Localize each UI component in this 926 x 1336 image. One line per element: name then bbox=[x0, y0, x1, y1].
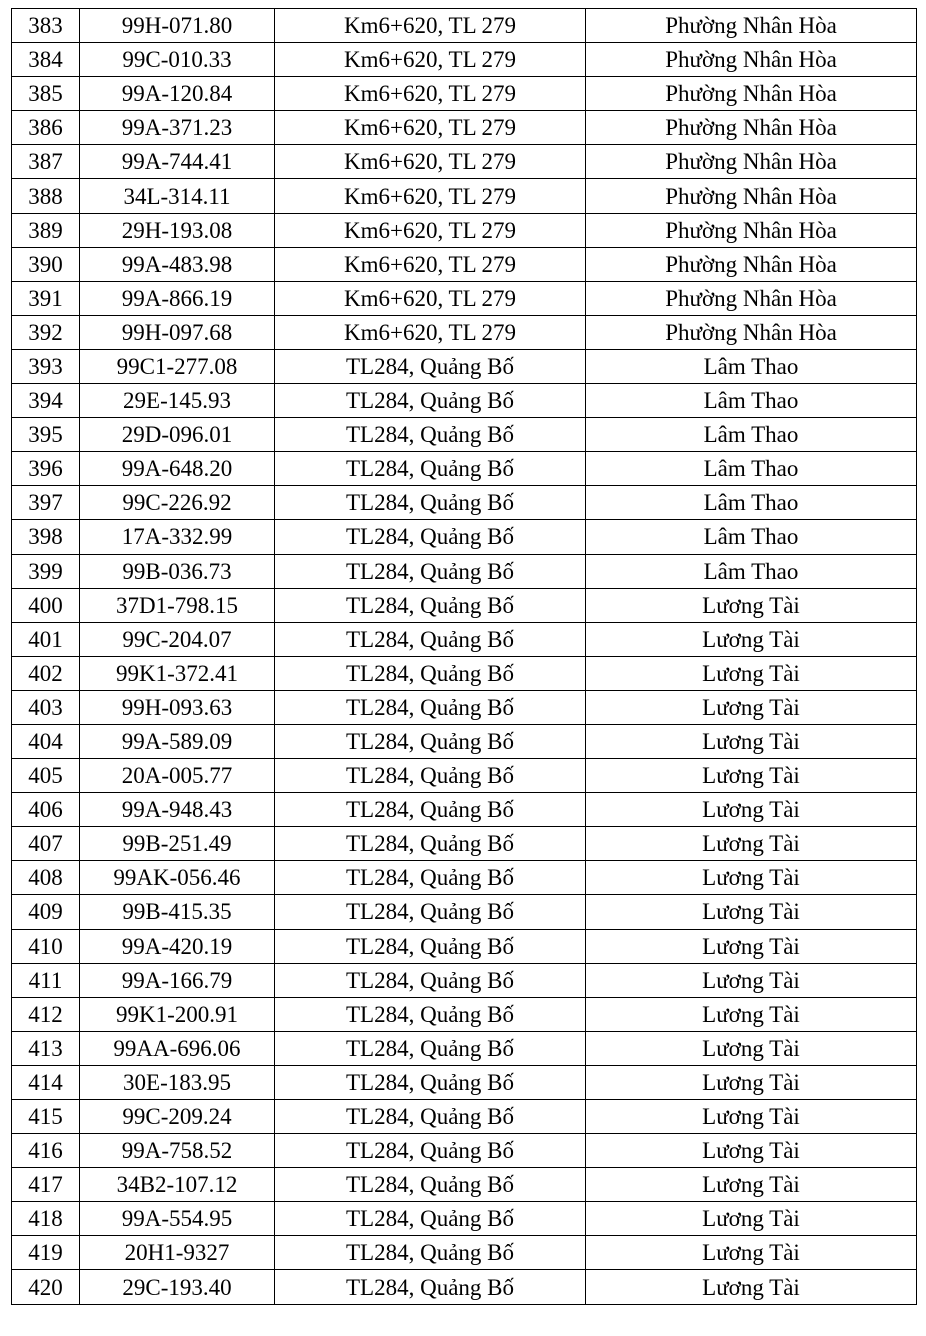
license-plate-cell: 29E-145.93 bbox=[80, 384, 275, 418]
violation-location-cell: Km6+620, TL 279 bbox=[275, 145, 586, 179]
table-row bbox=[12, 418, 917, 452]
violation-location-cell: TL284, Quảng Bố bbox=[275, 554, 586, 588]
responsible-unit-cell: Lương Tài bbox=[586, 724, 917, 758]
license-plate-cell: 99A-744.41 bbox=[80, 145, 275, 179]
license-plate-cell: 99C-226.92 bbox=[80, 486, 275, 520]
violation-location-cell: TL284, Quảng Bố bbox=[275, 622, 586, 656]
violation-location-cell: TL284, Quảng Bố bbox=[275, 520, 586, 554]
license-plate-cell: 99A-371.23 bbox=[80, 111, 275, 145]
responsible-unit-cell: Phường Nhân Hòa bbox=[586, 179, 917, 213]
responsible-unit-cell: Phường Nhân Hòa bbox=[586, 247, 917, 281]
violation-location-cell: TL284, Quảng Bố bbox=[275, 759, 586, 793]
row-number-cell: 396 bbox=[12, 452, 80, 486]
responsible-unit-cell: Lương Tài bbox=[586, 1031, 917, 1065]
responsible-unit-cell: Lâm Thao bbox=[586, 554, 917, 588]
responsible-unit-cell: Phường Nhân Hòa bbox=[586, 281, 917, 315]
license-plate-cell: 99A-866.19 bbox=[80, 281, 275, 315]
row-number-cell: 399 bbox=[12, 554, 80, 588]
table-row bbox=[12, 1168, 917, 1202]
table-row bbox=[12, 1031, 917, 1065]
records-body bbox=[12, 9, 917, 1305]
violation-location-cell: TL284, Quảng Bố bbox=[275, 1236, 586, 1270]
violation-location-cell: TL284, Quảng Bố bbox=[275, 690, 586, 724]
row-number-cell: 397 bbox=[12, 486, 80, 520]
table-row bbox=[12, 759, 917, 793]
violation-location-cell: Km6+620, TL 279 bbox=[275, 9, 586, 43]
table-row bbox=[12, 1236, 917, 1270]
responsible-unit-cell: Phường Nhân Hòa bbox=[586, 43, 917, 77]
violation-location-cell: Km6+620, TL 279 bbox=[275, 315, 586, 349]
violation-location-cell: TL284, Quảng Bố bbox=[275, 929, 586, 963]
license-plate-cell: 29C-193.40 bbox=[80, 1270, 275, 1304]
violation-location-cell: Km6+620, TL 279 bbox=[275, 281, 586, 315]
table-row bbox=[12, 315, 917, 349]
responsible-unit-cell: Phường Nhân Hòa bbox=[586, 111, 917, 145]
license-plate-cell: 20A-005.77 bbox=[80, 759, 275, 793]
license-plate-cell: 99A-648.20 bbox=[80, 452, 275, 486]
violation-location-cell: TL284, Quảng Bố bbox=[275, 418, 586, 452]
violation-location-cell: TL284, Quảng Bố bbox=[275, 656, 586, 690]
table-row bbox=[12, 1134, 917, 1168]
row-number-cell: 388 bbox=[12, 179, 80, 213]
license-plate-cell: 99H-071.80 bbox=[80, 9, 275, 43]
table-row bbox=[12, 111, 917, 145]
license-plate-cell: 99A-420.19 bbox=[80, 929, 275, 963]
license-plate-cell: 17A-332.99 bbox=[80, 520, 275, 554]
license-plate-cell: 99H-093.63 bbox=[80, 690, 275, 724]
responsible-unit-cell: Lương Tài bbox=[586, 997, 917, 1031]
violation-location-cell: TL284, Quảng Bố bbox=[275, 1168, 586, 1202]
responsible-unit-cell: Lương Tài bbox=[586, 588, 917, 622]
responsible-unit-cell: Phường Nhân Hòa bbox=[586, 145, 917, 179]
row-number-cell: 383 bbox=[12, 9, 80, 43]
responsible-unit-cell: Lương Tài bbox=[586, 895, 917, 929]
responsible-unit-cell: Lương Tài bbox=[586, 1202, 917, 1236]
responsible-unit-cell: Lâm Thao bbox=[586, 418, 917, 452]
violation-location-cell: TL284, Quảng Bố bbox=[275, 963, 586, 997]
table-row bbox=[12, 349, 917, 383]
row-number-cell: 417 bbox=[12, 1168, 80, 1202]
license-plate-cell: 29D-096.01 bbox=[80, 418, 275, 452]
table-row bbox=[12, 281, 917, 315]
table-row bbox=[12, 656, 917, 690]
violation-location-cell: Km6+620, TL 279 bbox=[275, 111, 586, 145]
row-number-cell: 405 bbox=[12, 759, 80, 793]
table-row bbox=[12, 588, 917, 622]
table-row bbox=[12, 827, 917, 861]
row-number-cell: 393 bbox=[12, 349, 80, 383]
row-number-cell: 411 bbox=[12, 963, 80, 997]
table-row bbox=[12, 793, 917, 827]
responsible-unit-cell: Lương Tài bbox=[586, 1236, 917, 1270]
responsible-unit-cell: Lương Tài bbox=[586, 1100, 917, 1134]
row-number-cell: 386 bbox=[12, 111, 80, 145]
row-number-cell: 404 bbox=[12, 724, 80, 758]
license-plate-cell: 99A-554.95 bbox=[80, 1202, 275, 1236]
license-plate-cell: 99A-483.98 bbox=[80, 247, 275, 281]
responsible-unit-cell: Lương Tài bbox=[586, 1168, 917, 1202]
license-plate-cell: 34L-314.11 bbox=[80, 179, 275, 213]
license-plate-cell: 29H-193.08 bbox=[80, 213, 275, 247]
responsible-unit-cell: Lương Tài bbox=[586, 1270, 917, 1304]
table-row bbox=[12, 213, 917, 247]
responsible-unit-cell: Lương Tài bbox=[586, 1134, 917, 1168]
license-plate-cell: 99B-415.35 bbox=[80, 895, 275, 929]
violation-location-cell: TL284, Quảng Bố bbox=[275, 1031, 586, 1065]
responsible-unit-cell: Lương Tài bbox=[586, 861, 917, 895]
license-plate-cell: 99AA-696.06 bbox=[80, 1031, 275, 1065]
violation-location-cell: TL284, Quảng Bố bbox=[275, 1270, 586, 1304]
table-row bbox=[12, 929, 917, 963]
violation-location-cell: TL284, Quảng Bố bbox=[275, 1134, 586, 1168]
table-row bbox=[12, 9, 917, 43]
responsible-unit-cell: Lâm Thao bbox=[586, 520, 917, 554]
row-number-cell: 413 bbox=[12, 1031, 80, 1065]
license-plate-cell: 99A-948.43 bbox=[80, 793, 275, 827]
row-number-cell: 387 bbox=[12, 145, 80, 179]
table-row bbox=[12, 452, 917, 486]
row-number-cell: 384 bbox=[12, 43, 80, 77]
row-number-cell: 415 bbox=[12, 1100, 80, 1134]
row-number-cell: 389 bbox=[12, 213, 80, 247]
violation-location-cell: TL284, Quảng Bố bbox=[275, 793, 586, 827]
table-row bbox=[12, 622, 917, 656]
violation-location-cell: Km6+620, TL 279 bbox=[275, 77, 586, 111]
row-number-cell: 409 bbox=[12, 895, 80, 929]
row-number-cell: 391 bbox=[12, 281, 80, 315]
table-row bbox=[12, 486, 917, 520]
table-row bbox=[12, 179, 917, 213]
license-plate-cell: 34B2-107.12 bbox=[80, 1168, 275, 1202]
violation-location-cell: Km6+620, TL 279 bbox=[275, 247, 586, 281]
row-number-cell: 385 bbox=[12, 77, 80, 111]
row-number-cell: 418 bbox=[12, 1202, 80, 1236]
violation-location-cell: TL284, Quảng Bố bbox=[275, 486, 586, 520]
table-row bbox=[12, 861, 917, 895]
responsible-unit-cell: Lâm Thao bbox=[586, 384, 917, 418]
violation-location-cell: TL284, Quảng Bố bbox=[275, 1202, 586, 1236]
responsible-unit-cell: Lâm Thao bbox=[586, 349, 917, 383]
license-plate-cell: 99C-209.24 bbox=[80, 1100, 275, 1134]
table-row bbox=[12, 1270, 917, 1304]
responsible-unit-cell: Phường Nhân Hòa bbox=[586, 9, 917, 43]
violation-location-cell: TL284, Quảng Bố bbox=[275, 1065, 586, 1099]
table-row bbox=[12, 384, 917, 418]
row-number-cell: 398 bbox=[12, 520, 80, 554]
table-row bbox=[12, 554, 917, 588]
license-plate-cell: 99A-166.79 bbox=[80, 963, 275, 997]
violation-location-cell: TL284, Quảng Bố bbox=[275, 1100, 586, 1134]
row-number-cell: 395 bbox=[12, 418, 80, 452]
responsible-unit-cell: Phường Nhân Hòa bbox=[586, 213, 917, 247]
responsible-unit-cell: Lương Tài bbox=[586, 793, 917, 827]
row-number-cell: 403 bbox=[12, 690, 80, 724]
responsible-unit-cell: Lương Tài bbox=[586, 1065, 917, 1099]
responsible-unit-cell: Lương Tài bbox=[586, 963, 917, 997]
table-row bbox=[12, 43, 917, 77]
row-number-cell: 407 bbox=[12, 827, 80, 861]
row-number-cell: 394 bbox=[12, 384, 80, 418]
license-plate-cell: 99C-204.07 bbox=[80, 622, 275, 656]
responsible-unit-cell: Lương Tài bbox=[586, 759, 917, 793]
table-row bbox=[12, 997, 917, 1031]
license-plate-cell: 99A-120.84 bbox=[80, 77, 275, 111]
row-number-cell: 392 bbox=[12, 315, 80, 349]
table-row bbox=[12, 724, 917, 758]
license-plate-cell: 99K1-372.41 bbox=[80, 656, 275, 690]
row-number-cell: 402 bbox=[12, 656, 80, 690]
license-plate-cell: 99H-097.68 bbox=[80, 315, 275, 349]
violation-location-cell: TL284, Quảng Bố bbox=[275, 724, 586, 758]
license-plate-cell: 99AK-056.46 bbox=[80, 861, 275, 895]
row-number-cell: 419 bbox=[12, 1236, 80, 1270]
violation-location-cell: TL284, Quảng Bố bbox=[275, 384, 586, 418]
row-number-cell: 400 bbox=[12, 588, 80, 622]
license-plate-cell: 99A-589.09 bbox=[80, 724, 275, 758]
row-number-cell: 401 bbox=[12, 622, 80, 656]
responsible-unit-cell: Lâm Thao bbox=[586, 486, 917, 520]
violation-location-cell: TL284, Quảng Bố bbox=[275, 895, 586, 929]
row-number-cell: 412 bbox=[12, 997, 80, 1031]
row-number-cell: 420 bbox=[12, 1270, 80, 1304]
violation-location-cell: TL284, Quảng Bố bbox=[275, 997, 586, 1031]
table-row bbox=[12, 1202, 917, 1236]
responsible-unit-cell: Lương Tài bbox=[586, 929, 917, 963]
row-number-cell: 410 bbox=[12, 929, 80, 963]
row-number-cell: 390 bbox=[12, 247, 80, 281]
row-number-cell: 416 bbox=[12, 1134, 80, 1168]
responsible-unit-cell: Lương Tài bbox=[586, 827, 917, 861]
table-row bbox=[12, 145, 917, 179]
responsible-unit-cell: Lương Tài bbox=[586, 622, 917, 656]
license-plate-cell: 30E-183.95 bbox=[80, 1065, 275, 1099]
violation-location-cell: TL284, Quảng Bố bbox=[275, 588, 586, 622]
license-plate-cell: 99K1-200.91 bbox=[80, 997, 275, 1031]
violation-location-cell: Km6+620, TL 279 bbox=[275, 213, 586, 247]
violation-location-cell: TL284, Quảng Bố bbox=[275, 452, 586, 486]
violation-location-cell: TL284, Quảng Bố bbox=[275, 827, 586, 861]
row-number-cell: 408 bbox=[12, 861, 80, 895]
row-number-cell: 406 bbox=[12, 793, 80, 827]
responsible-unit-cell: Phường Nhân Hòa bbox=[586, 77, 917, 111]
violation-location-cell: TL284, Quảng Bố bbox=[275, 861, 586, 895]
table-row bbox=[12, 77, 917, 111]
table-row bbox=[12, 963, 917, 997]
table-row bbox=[12, 1065, 917, 1099]
row-number-cell: 414 bbox=[12, 1065, 80, 1099]
responsible-unit-cell: Phường Nhân Hòa bbox=[586, 315, 917, 349]
license-plate-cell: 20H1-9327 bbox=[80, 1236, 275, 1270]
responsible-unit-cell: Lương Tài bbox=[586, 656, 917, 690]
license-plate-cell: 99B-251.49 bbox=[80, 827, 275, 861]
table-row bbox=[12, 895, 917, 929]
license-plate-cell: 99C1-277.08 bbox=[80, 349, 275, 383]
table-row bbox=[12, 1100, 917, 1134]
violation-location-cell: TL284, Quảng Bố bbox=[275, 349, 586, 383]
responsible-unit-cell: Lương Tài bbox=[586, 690, 917, 724]
table-row bbox=[12, 690, 917, 724]
violation-location-cell: Km6+620, TL 279 bbox=[275, 179, 586, 213]
license-plate-cell: 99B-036.73 bbox=[80, 554, 275, 588]
license-plate-cell: 99C-010.33 bbox=[80, 43, 275, 77]
table-row bbox=[12, 247, 917, 281]
license-plate-cell: 99A-758.52 bbox=[80, 1134, 275, 1168]
violation-location-cell: Km6+620, TL 279 bbox=[275, 43, 586, 77]
table-row bbox=[12, 520, 917, 554]
violation-records-table bbox=[11, 8, 917, 1305]
license-plate-cell: 37D1-798.15 bbox=[80, 588, 275, 622]
responsible-unit-cell: Lâm Thao bbox=[586, 452, 917, 486]
